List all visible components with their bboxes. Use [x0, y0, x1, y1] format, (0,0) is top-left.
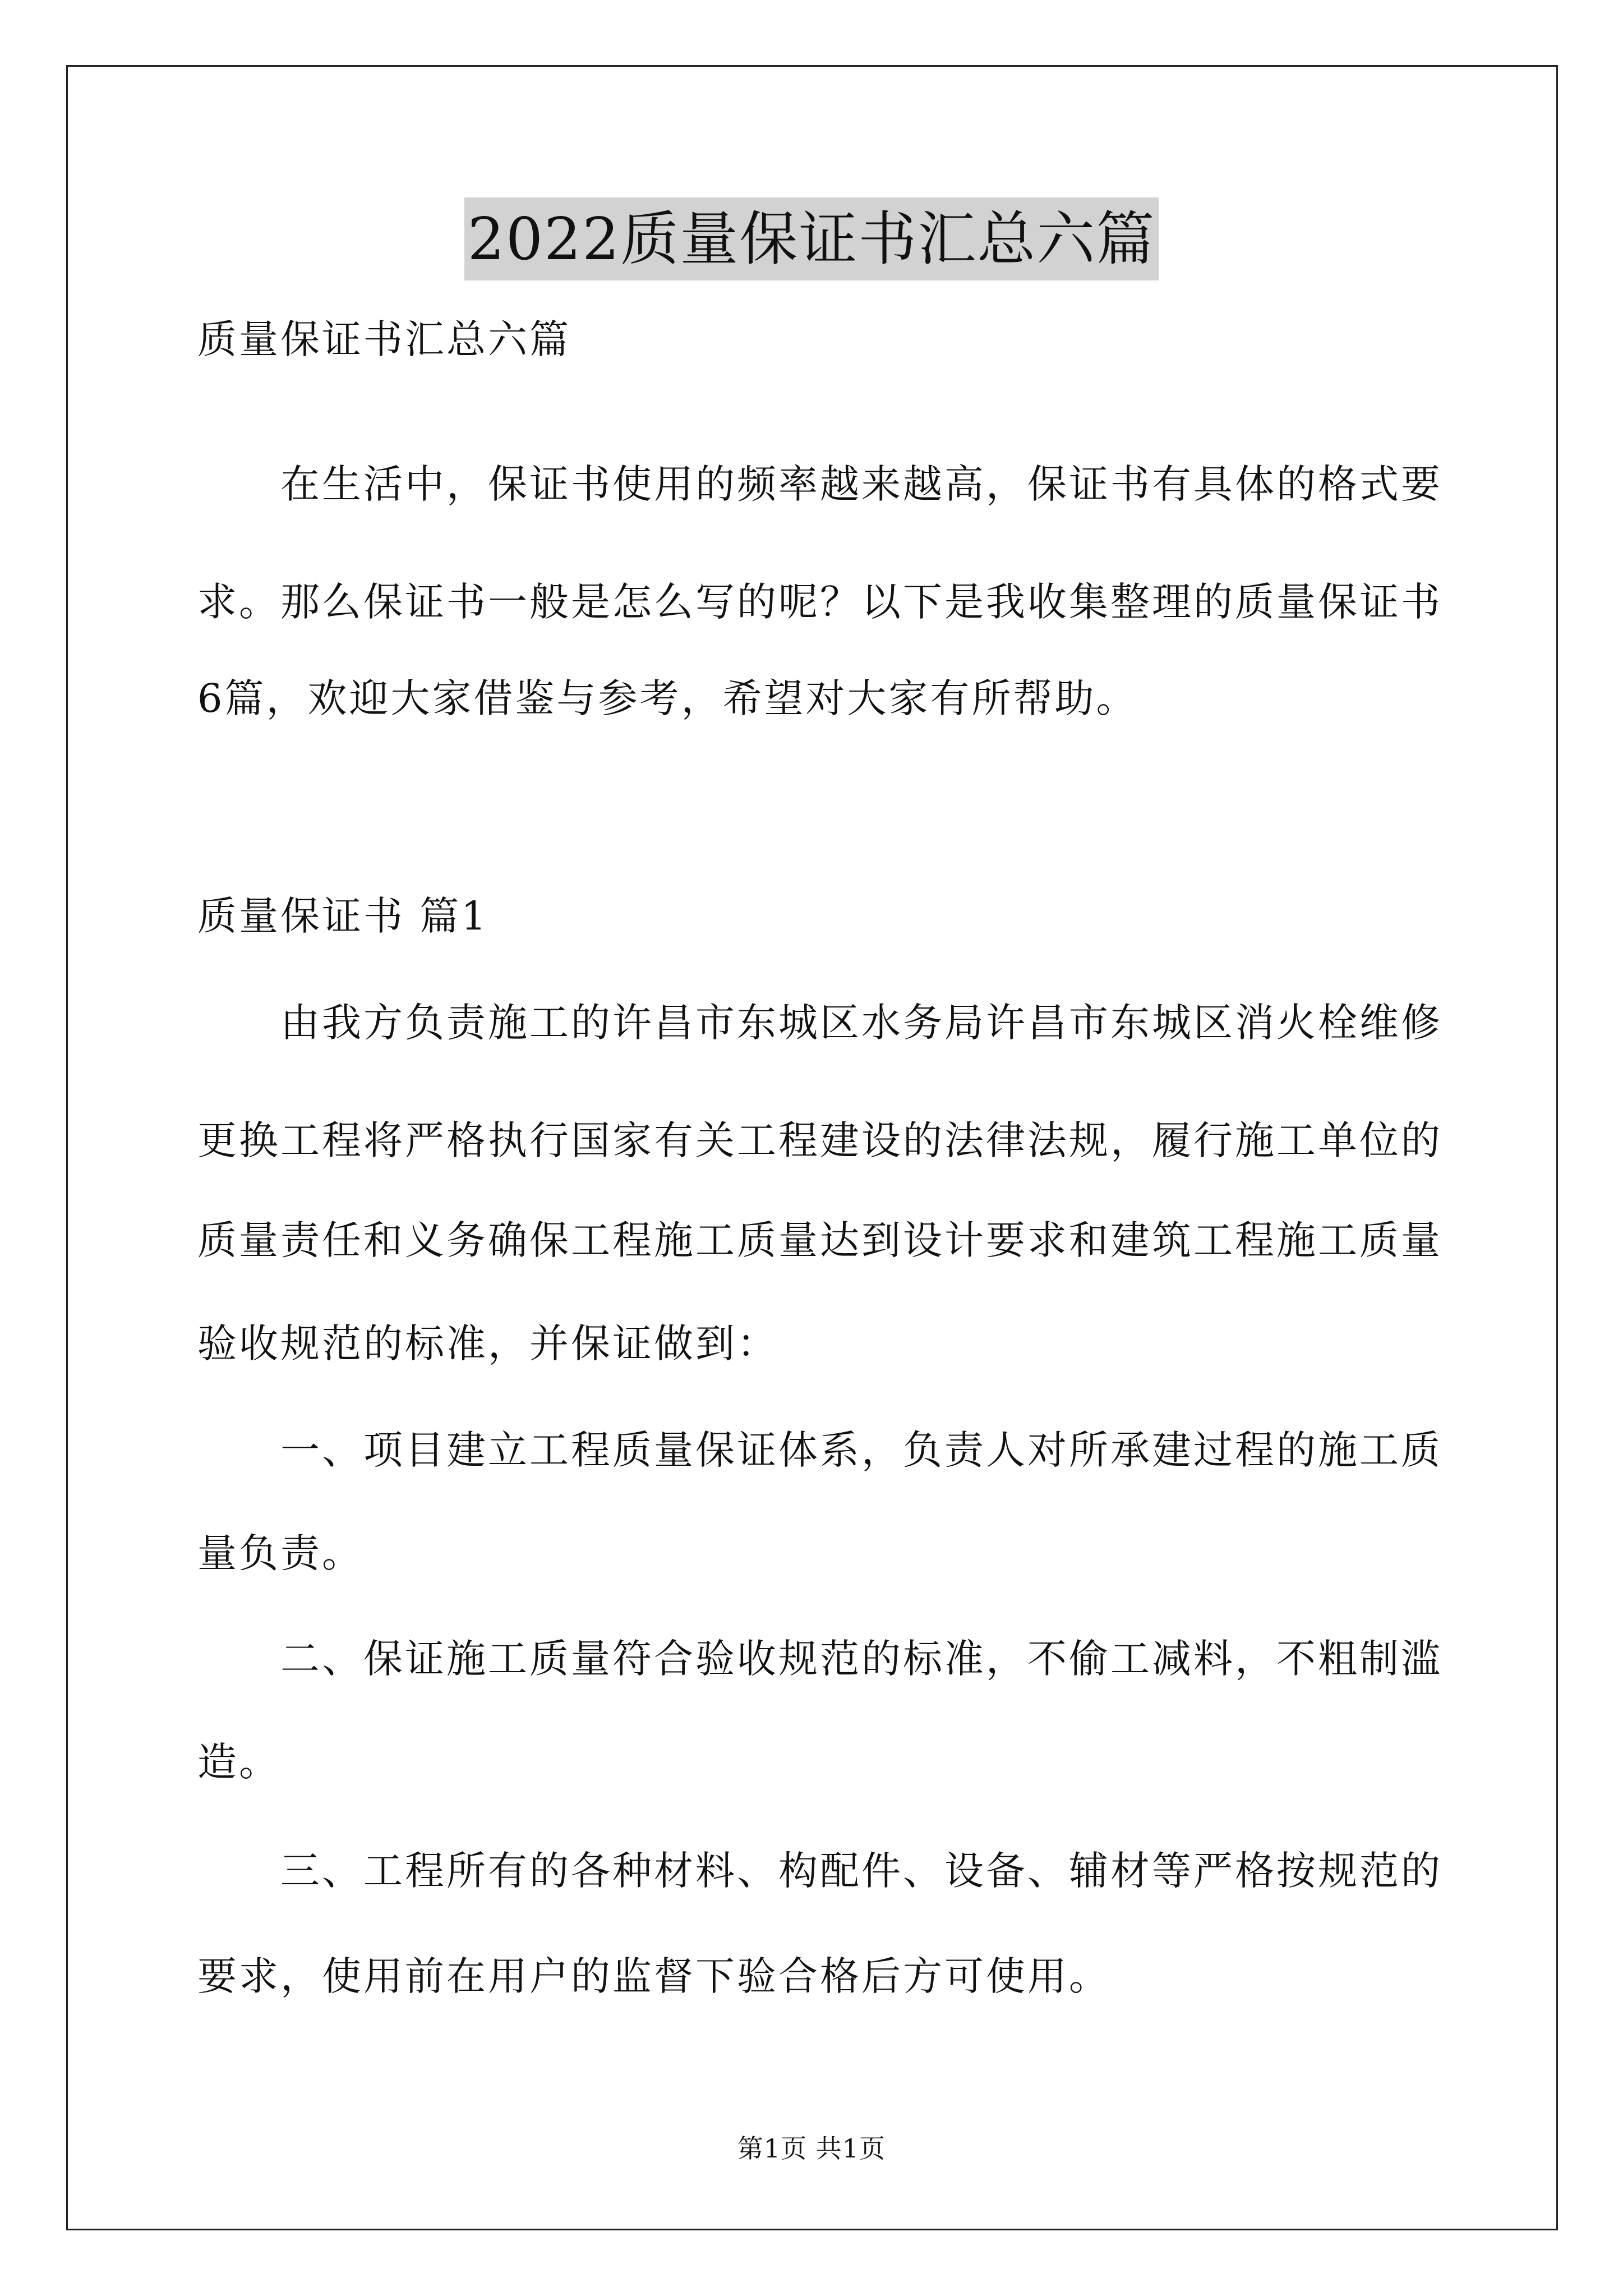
body-line: 验收规范的标准，并保证做到： — [197, 1320, 778, 1366]
document-title: 2022质量保证书汇总六篇 — [464, 197, 1159, 280]
section-heading: 质量保证书 篇1 — [197, 893, 488, 939]
page-footer: 第1页 共1页 — [737, 2133, 886, 2164]
body-line: 三、工程所有的各种材料、构配件、设备、辅材等严格按规范的 — [280, 1848, 1442, 1894]
body-line: 更换工程将严格执行国家有关工程建设的法律法规，履行施工单位的 — [197, 1117, 1442, 1163]
body-line: 质量责任和义务确保工程施工质量达到设计要求和建筑工程施工质量 — [197, 1217, 1442, 1263]
body-line: 量负责。 — [197, 1530, 363, 1576]
body-line: 要求，使用前在用户的监督下验合格后方可使用。 — [197, 1953, 1110, 1999]
body-line: 由我方负责施工的许昌市东城区水务局许昌市东城区消火栓维修 — [280, 1000, 1442, 1046]
body-line: 造。 — [197, 1739, 280, 1785]
body-line: 二、保证施工质量符合验收规范的标准，不偷工减料，不粗制滥 — [280, 1636, 1442, 1682]
title-container — [0, 197, 1623, 280]
document-subtitle: 质量保证书汇总六篇 — [197, 316, 571, 362]
intro-line: 6篇，欢迎大家借鉴与参考，希望对大家有所帮助。 — [197, 675, 1138, 721]
intro-line: 求。那么保证书一般是怎么写的呢？以下是我收集整理的质量保证书 — [197, 579, 1442, 625]
intro-line: 在生活中，保证书使用的频率越来越高，保证书有具体的格式要 — [280, 461, 1442, 507]
body-line: 一、项目建立工程质量保证体系，负责人对所承建过程的施工质 — [280, 1427, 1442, 1473]
